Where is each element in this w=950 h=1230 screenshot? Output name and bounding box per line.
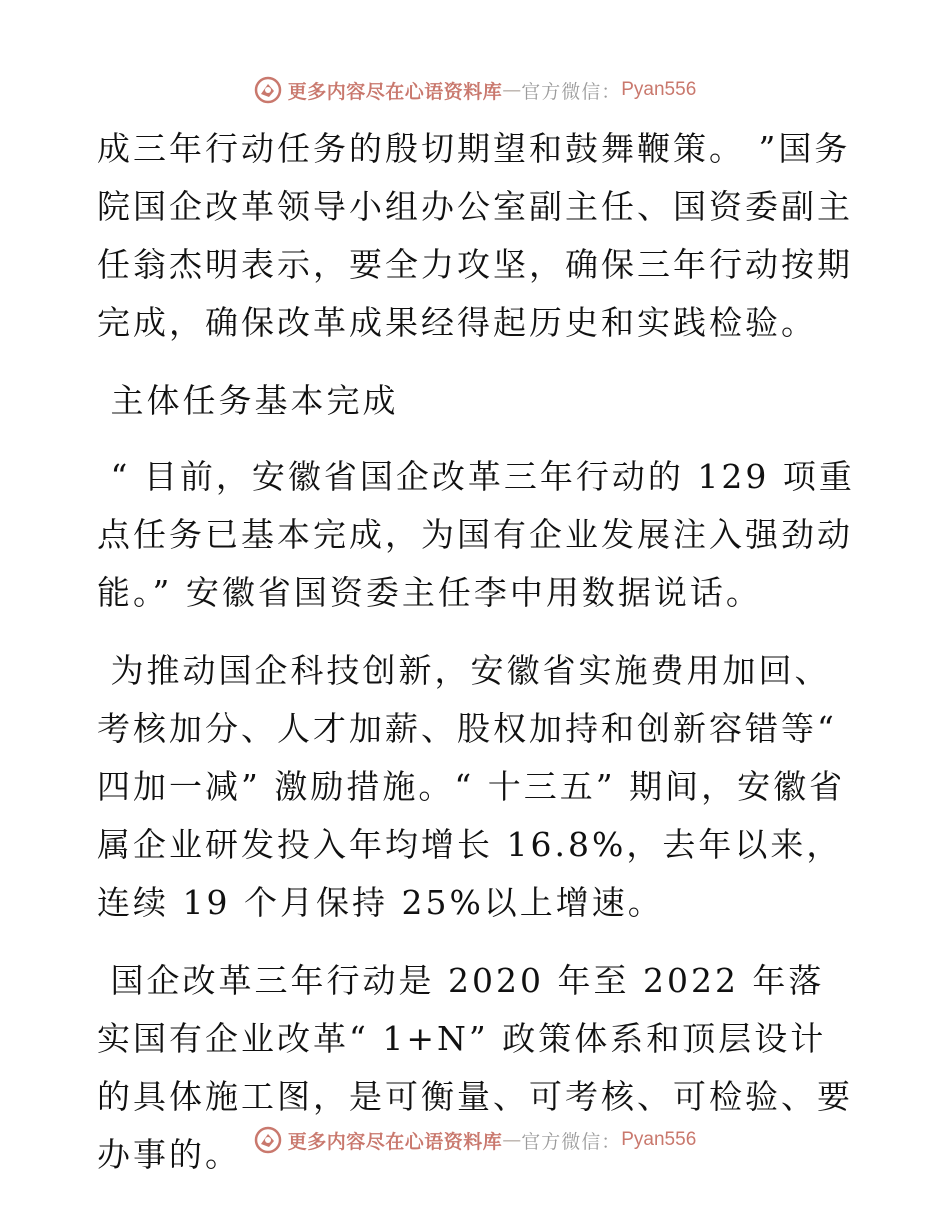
- document-body: [97, 120, 857, 1204]
- footer-watermark: [0, 1123, 950, 1157]
- paragraph: 成三年行动任务的殷切期望和鼓舞鞭策。 ”国务院国企改革领导小组办公室副主任、国资委副主任翁杰明表示，要全力攻坚，确保三年行动按期完成，确保改革成果经得起历史和实践检验。: [97, 129, 853, 342]
- section-heading: 主体任务基本完成: [97, 381, 399, 420]
- logo-icon: [254, 1126, 282, 1154]
- watermark-wechat-id: Pyan556: [621, 1129, 697, 1150]
- watermark-wechat-id: Pyan556: [621, 79, 697, 100]
- watermark-separator: —: [502, 1129, 522, 1151]
- watermark-separator: —: [502, 79, 522, 101]
- paragraph: 为推动国企科技创新，安徽省实施费用加回、考核加分、人才加薪、股权加持和创新容错等“ 四加一减” 激励措施。“ 十三五” 期间，安徽省属企业研发投入年均增长 16.8%，去年以来，连续 19 个月保持 25%以上增速。: [97, 651, 851, 922]
- paragraph: “ 目前，安徽省国企改革三年行动的 129 项重点任务已基本完成，为国有企业发展注入强劲动能。” 安徽省国资委主任李中用数据说话。: [97, 457, 855, 612]
- paragraph: 国企改革三年行动是 2020 年至 2022 年落实国有企业改革“ 1+N” 政策体系和顶层设计的具体施工图，是可衡量、可考核、可检验、要办事的。: [97, 961, 853, 1174]
- logo-icon: [254, 76, 282, 104]
- watermark-wechat-label: 官方微信：: [521, 80, 622, 103]
- watermark-site-text: 更多内容尽在心语资料库: [287, 80, 503, 103]
- watermark-site-text: 更多内容尽在心语资料库: [287, 1130, 503, 1153]
- header-watermark: [0, 73, 950, 107]
- watermark-wechat-label: 官方微信：: [521, 1130, 622, 1153]
